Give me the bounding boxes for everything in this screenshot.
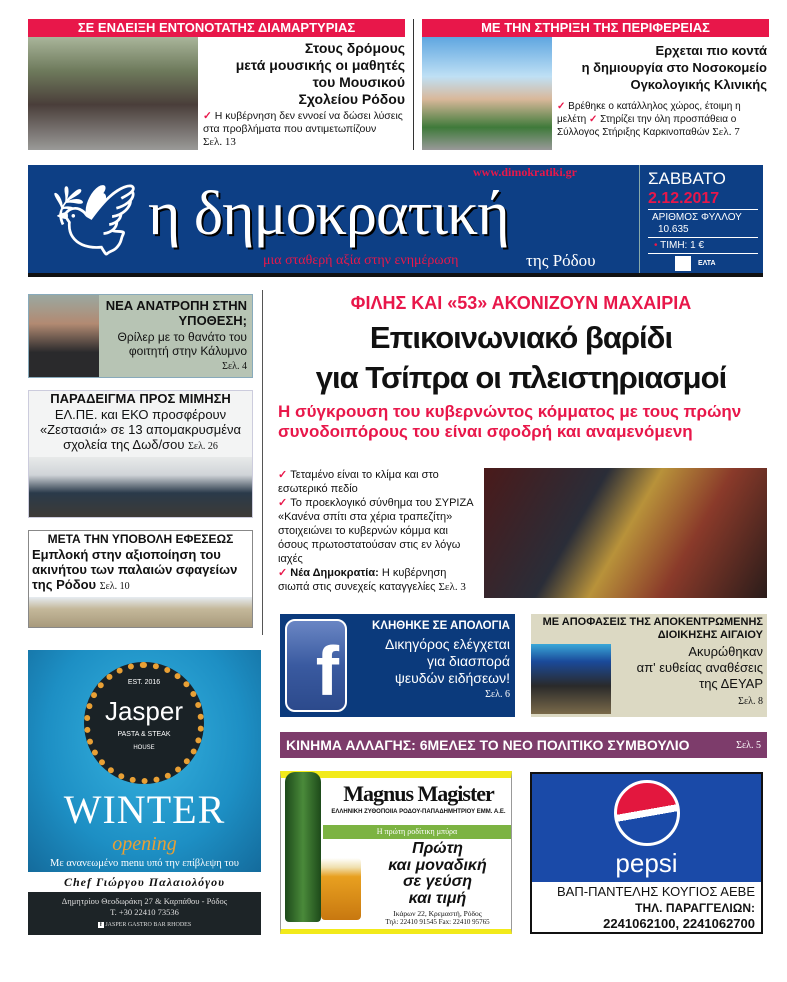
- fb-kicker: ΚΛΗΘΗΚΕ ΣΕ ΑΠΟΛΟΓΙΑ: [371, 620, 510, 632]
- jasper-est: EST. 2016: [127, 679, 161, 686]
- title-line: για διασπορά: [426, 653, 510, 669]
- bullet-text: Βρέθηκε ο κατάλληλος χώρος, έτοιμη η μελέτη: [557, 101, 741, 125]
- bullet-bold: Νέα Δημοκρατία:: [290, 567, 379, 579]
- bullet-text: Το προεκλογικό σύνθημα του ΣΥΡΙΖΑ «Κανένα σπίτι στα χέρια τραπεζίτη» στοιχειώνει το κυβερνών κόμμα και όσους πρωτοστατούσαν στις εν λόγω ιαχές: [278, 497, 473, 565]
- story-title-text: ΕΛ.ΠΕ. και ΕΚΟ προσφέρουν «Ζεστασιά» σε 13 απομακρυσμένα σχολεία της Δωδ/σου: [39, 407, 242, 452]
- winter-text: WINTER: [63, 787, 226, 832]
- website-link[interactable]: www.dimokratiki.gr: [473, 165, 578, 179]
- divider: [648, 253, 758, 254]
- masthead: [28, 165, 763, 277]
- building-photo: [531, 644, 611, 714]
- page-ref: Σελ. 6: [485, 689, 510, 700]
- issue-number: 10.635: [658, 224, 689, 235]
- title-line: της ΔΕΥΑΡ: [699, 676, 763, 691]
- divider: [262, 290, 263, 635]
- left-column: [28, 294, 253, 628]
- title-line: απ' ευθείας αναθέσεις: [636, 660, 763, 675]
- page-ref: Σελ. 8: [738, 696, 763, 707]
- main-subhead: Η σύγκρουση του κυβερνώντος κόμματος με τους πρώην συνοδοιπόρους του είναι σφοδρή και αναμενόμενη: [278, 402, 742, 441]
- jasper-fb: JASPER GASTRO BAR RHODES: [105, 922, 192, 928]
- divider: [648, 237, 758, 238]
- title-line: Στους δρόμους: [304, 40, 405, 56]
- top-left-kicker: ΣΕ ΕΝΔΕΙΞΗ ΕΝΤΟΝΟΤΑΤΗΣ ΔΙΑΜΑΡΤΥΡΙΑΣ: [28, 19, 405, 37]
- story-title: [29, 407, 252, 454]
- page-ref: Σελ. 3: [438, 581, 466, 593]
- jasper-phone: T. +30 22410 73536: [110, 907, 179, 917]
- title-line: ψευδών ειδήσεων!: [394, 670, 510, 686]
- magnus-brand: Magnus Magister: [343, 781, 494, 806]
- magnus-tag: Η πρώτη ροδίτικη μπύρα: [323, 825, 511, 839]
- jasper-sub: PASTA & STEAK: [117, 731, 171, 738]
- postage-icon: [675, 256, 691, 271]
- page-ref: Σελ. 4: [222, 361, 247, 372]
- top-left-bullet: ✓ Η κυβέρνηση δεν εννοεί να δώσει λύσεις στα προβλήματα που αντιμετωπίζουν Σελ. 13: [203, 110, 403, 148]
- slogan-line: Πρώτη: [412, 840, 463, 857]
- story-title: [29, 547, 252, 594]
- top-right-kicker: ΜΕ ΤΗΝ ΣΤΗΡΙΞΗ ΤΗΣ ΠΕΡΙΦΕΡΕΙΑΣ: [422, 19, 769, 37]
- top-left-title: [203, 40, 405, 108]
- date: 2.12.2017: [648, 190, 720, 207]
- opening-text: opening: [112, 833, 177, 855]
- pepsi-orders-label: ΤΗΛ. ΠΑΡΑΓΓΕΛΙΩΝ:: [635, 901, 755, 915]
- facebook-logo-icon: f: [285, 619, 347, 712]
- headline-line: για Τσίπρα οι πλειστηριασμοί: [315, 360, 727, 395]
- magnus-ad[interactable]: [280, 771, 512, 934]
- title-line: η δημιουργία στο Νοσοκομείο: [581, 60, 767, 75]
- headline-line: Επικοινωνιακό βαρίδι: [369, 320, 673, 355]
- main-bullets: ✓ Τεταμένο είναι το κλίμα και στο εσωτερικό πεδίο ✓ Το προεκλογικό σύνθημα του ΣΥΡΙΖΑ «Κανένα σπίτι στα χέρια τραπεζίτη» στοιχειώνει το κυβερνών κόμμα και όσους πρωτοστατούσαν στις εν λόγω ιαχές ✓ Νέα Δημοκρατία: Η κυβέρνηση σιωπά στις συνεχείς καταγγελίες Σελ. 3: [278, 469, 473, 593]
- main-headline: [275, 318, 767, 398]
- left-story-1[interactable]: [28, 294, 253, 378]
- title-line: Ερχεται πιο κοντά: [655, 43, 767, 58]
- slogan-line: και μοναδική: [388, 856, 487, 874]
- issue-label: ΑΡΙΘΜΟΣ ΦΥΛΛΟΥ: [652, 212, 742, 223]
- facebook-icon: f: [99, 922, 102, 928]
- title-line: Ακυρώθηκαν: [688, 644, 763, 659]
- aegean-story[interactable]: [531, 614, 767, 717]
- story-kicker: ΝΕΑ ΑΝΑΤΡΟΠΗ ΣΤΗΝ ΥΠΟΘΕΣΗ;: [105, 298, 247, 328]
- fb-title: [355, 636, 510, 687]
- slogan-line: σε γεύση: [402, 873, 473, 890]
- hospital-photo: [422, 37, 552, 150]
- title-line: Δικηγόρος ελέγχεται: [384, 636, 510, 652]
- divider: [648, 209, 758, 210]
- elta-logo: ΕΛΤΑ: [698, 260, 716, 267]
- beer-bottle-icon: [285, 772, 321, 922]
- jasper-logo-icon: [84, 662, 204, 784]
- title-line: Σχολείου Ρόδου: [298, 91, 405, 107]
- parliament-photo: [484, 468, 767, 598]
- jasper-ad-panel: [28, 650, 261, 872]
- top-right-bullets: ✓ Βρέθηκε ο κατάλληλος χώρος, έτοιμη η μελέτη ✓ Στηρίζει την όλη προσπάθεια ο Σύλλογος Στήριξης Καρκινοπαθών Σελ. 7: [557, 101, 741, 138]
- beer-glass-icon: [321, 858, 361, 920]
- jasper-address: Δημητρίου Θεοδωράκη 27 & Καρπάθου - Ρόδος: [61, 896, 228, 906]
- main-kicker: ΦΙΛΗΣ ΚΑΙ «53» ΑΚΟΝΙΖΟΥΝ ΜΑΧΑΙΡΙΑ: [350, 293, 692, 313]
- group-photo: [29, 457, 252, 517]
- masthead-title: η δημοκρατική: [148, 180, 509, 248]
- page-ref: Σελ. 10: [99, 581, 130, 592]
- masthead-subtitle: της Ρόδου: [526, 251, 596, 270]
- divider: [639, 165, 640, 273]
- title-line: μετά μουσικής οι μαθητές: [235, 57, 405, 73]
- facebook-story[interactable]: [280, 614, 515, 717]
- slaughterhouse-photo: [29, 597, 252, 627]
- story-title-text: Θρίλερ με το θανάτο του φοιτητή στην Κάλυμνο: [117, 330, 247, 358]
- jasper-brand: Jasper: [104, 696, 184, 726]
- story-kicker: ΠΑΡΑΔΕΙΓΜΑ ΠΡΟΣ ΜΙΜΗΣΗ: [50, 391, 231, 406]
- story-title: [103, 330, 247, 374]
- jasper-line: Με ανανεωμένο menu υπό την επίβλεψη του: [50, 858, 239, 869]
- aegean-title: [617, 644, 763, 692]
- bullet-text: Στηρίζει την όλη προσπάθεια ο Σύλλογος Στήριξης Καρκινοπαθών: [557, 114, 737, 138]
- pepsi-company: ΒΑΠ-ΠΑΝΤΕΛΗΣ ΚΟΥΓΙΟΣ ΑΕΒΕ: [557, 884, 755, 899]
- pepsi-brand: pepsi: [615, 848, 678, 878]
- pepsi-phones: 2241062100, 2241062700: [603, 916, 755, 931]
- divider: [413, 19, 414, 150]
- title-line: Ογκολογικής Κλινικής: [630, 77, 767, 92]
- price-text: ΤΙΜΗ: 1 €: [660, 240, 705, 251]
- left-story-2[interactable]: [28, 390, 253, 518]
- jasper-chef: Chef Γιώργου Παλαιολόγου: [63, 875, 226, 889]
- aegean-kicker: ΜΕ ΑΠΟΦΑΣΕΙΣ ΤΗΣ ΑΠΟΚΕΝΤΡΩΜΕΝΗΣ ΔΙΟΙΚΗΣΗΣ ΑΙΓΑΙΟΥ: [542, 616, 763, 641]
- page-ref: Σελ. 26: [188, 441, 218, 452]
- page-ref: Σελ. 5: [736, 739, 761, 751]
- page-ref: Σελ. 7: [712, 126, 740, 138]
- magnus-company: ΕΛΛΗΝΙΚΗ ΖΥΘΟΠΟΙΙΑ ΡΟΔΟΥ-ΠΑΠΑΔΗΜΗΤΡΙΟΥ ΕΜΜ. Α.Ε.: [331, 809, 506, 815]
- pepsi-globe-icon: [614, 780, 680, 846]
- student-photo: [29, 295, 99, 377]
- jasper-ad[interactable]: [28, 650, 261, 935]
- story-kicker: ΜΕΤΑ ΤΗΝ ΥΠΟΒΟΛΗ ΕΦΕΣΕΩΣ: [47, 532, 234, 546]
- price: • ΤΙΜΗ: 1 €: [654, 240, 705, 251]
- pepsi-panel: [532, 774, 761, 882]
- bullet-text: Η κυβέρνηση σιωπά στις συνεχείς καταγγελίες: [278, 567, 447, 593]
- jasper-house: HOUSE: [133, 745, 155, 751]
- kinima-banner[interactable]: [280, 732, 767, 758]
- day: ΣΑΒΒΑΤΟ: [648, 169, 726, 188]
- dove-logo-icon: 🕊: [50, 181, 139, 259]
- bullet-text: Τεταμένο είναι το κλίμα και στο εσωτερικό πεδίο: [278, 469, 439, 495]
- title-line: του Μουσικού: [312, 74, 405, 90]
- magnus-slogan: [366, 841, 509, 907]
- masthead-slogan: μια σταθερή αξία στην ενημέρωση: [263, 253, 459, 268]
- jasper-contact: [28, 892, 261, 935]
- bullet-text: Η κυβέρνηση δεν εννοεί να δώσει λύσεις στα προβλήματα που αντιμετωπίζουν: [203, 110, 403, 135]
- left-story-3[interactable]: [28, 530, 253, 628]
- magnus-phone: Τηλ: 22410 91545 Fax: 22410 95765: [385, 918, 490, 926]
- top-right-title: [557, 42, 767, 93]
- magnus-address: Ικάρων 22, Κρεμαστή, Ρόδος: [393, 909, 482, 918]
- slogan-line: και τιμή: [408, 889, 467, 907]
- page-ref: Σελ. 13: [203, 136, 236, 148]
- pepsi-ad[interactable]: [530, 772, 763, 934]
- banner-text: ΚΙΝΗΜΑ ΑΛΛΑΓΗΣ: 6ΜΕΛΕΣ ΤΟ ΝΕΟ ΠΟΛΙΤΙΚΟ ΣΥΜΒΟΥΛΙΟ: [286, 737, 690, 753]
- protest-photo: [28, 37, 198, 150]
- story-title-text: Εμπλοκή στην αξιοποίηση του ακινήτου των παλαιών σφαγείων της Ρόδου: [32, 547, 238, 592]
